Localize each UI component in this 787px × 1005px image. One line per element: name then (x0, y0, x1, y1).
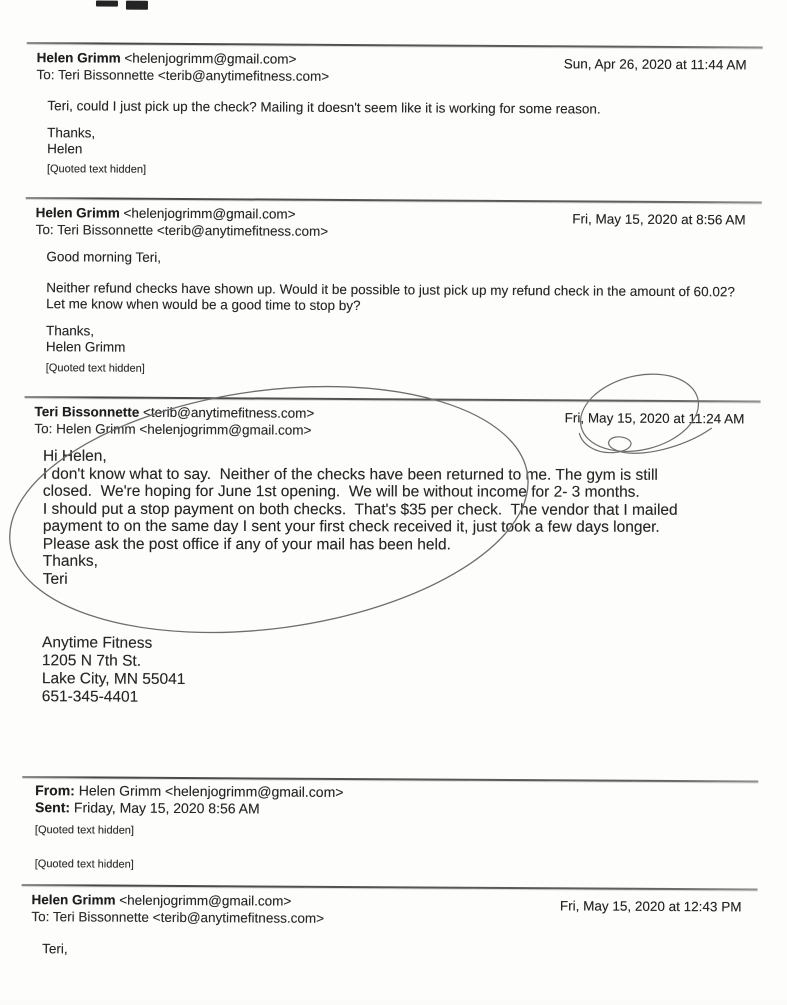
body-line: payment to on the same day I sent your first check received it, just took a few days longer. (42, 517, 660, 536)
to-line: To: Teri Bissonnette <terib@anytimefitness.com> (31, 909, 325, 926)
signoff-line: Helen (47, 141, 83, 157)
body-line: closed. We're hoping for June 1st opening. We will be without income for 2- 3 months. (42, 482, 640, 501)
body-line: Teri, (42, 941, 68, 957)
body-line: Let me know when would be a good time to stop by? (46, 296, 361, 314)
email-header (26, 199, 762, 242)
from-line (37, 49, 330, 68)
email-date: Sun, Apr 26, 2020 at 11:44 AM (563, 56, 747, 73)
quoted-text-note: [Quoted text hidden] (34, 824, 135, 837)
to-line: To: Teri Bissonnette <terib@anytimefitness.com> (35, 222, 329, 239)
email-header (26, 44, 762, 87)
to-line: To: Teri Bissonnette <terib@anytimefitness.com> (36, 67, 330, 84)
sent-value: Friday, May 15, 2020 8:56 AM (70, 799, 260, 817)
to-line: To: Helen Grimm <helenjogrimm@gmail.com> (34, 421, 312, 438)
reply-text (43, 448, 760, 589)
email-message-3 (23, 396, 761, 710)
signature-line: 651-345-4401 (41, 688, 139, 706)
body-line: Please ask the post office if any of your mail has been held. (42, 535, 451, 553)
quoted-text-note: [Quoted text hidden] (34, 858, 134, 871)
signoff-line: Thanks, (45, 323, 95, 339)
email-header (24, 398, 760, 441)
signature-line: Lake City, MN 55041 (41, 670, 186, 689)
from-value: Helen Grimm <helenjogrimm@gmail.com> (74, 782, 344, 800)
email-message-1 (26, 42, 763, 181)
forward-header-block (22, 776, 759, 877)
sender-email: <helenjogrimm@gmail.com> (119, 205, 296, 222)
from-line (34, 403, 314, 422)
quoted-text-note: [Quoted text hidden] (46, 163, 147, 176)
email-header (21, 886, 757, 929)
scan-artifact-mark (126, 1, 148, 10)
signoff-line: Thanks, (42, 552, 98, 570)
email-date: Fri, May 15, 2020 at 8:56 AM (572, 211, 746, 228)
sender-name: Helen Grimm (36, 50, 121, 66)
body-line: Hi Helen, (42, 447, 107, 465)
signoff-line: Teri (42, 570, 68, 588)
scan-artifact-mark (96, 0, 118, 6)
from-line (31, 891, 324, 910)
sender-name: Helen Grimm (31, 892, 116, 908)
email-date: Fri, May 15, 2020 at 11:24 AM (564, 410, 745, 427)
sender-email: <terib@anytimefitness.com> (139, 404, 315, 421)
from-line (36, 204, 329, 223)
body-line: I should put a stop payment on both checks. That's $35 per check. The vendor that I mailed (42, 500, 678, 519)
body-line: Neither refund checks have shown up. Would it be possible to just pick up my refund check in the amount of 60.02? (46, 280, 735, 300)
forward-sent-line (35, 799, 758, 820)
body-line: Teri, could I just pick up the check? Mailing it doesn't seem like it is working for some reason. (47, 98, 601, 117)
email-message-4 (21, 884, 757, 961)
sent-label: Sent: (35, 799, 71, 816)
sender-email: <helenjogrimm@gmail.com> (115, 892, 292, 909)
from-label: From: (35, 782, 75, 799)
signature-block (42, 634, 759, 710)
sender-name: Helen Grimm (35, 205, 120, 221)
signoff-line: Helen Grimm (45, 339, 126, 355)
email-message-2 (25, 197, 762, 380)
body-line: I don't know what to say. Neither of the checks have been returned to me. The gym is still (42, 465, 658, 484)
sender-email: <helenjogrimm@gmail.com> (120, 50, 297, 67)
body-line: Good morning Teri, (46, 249, 162, 265)
signoff-line: Thanks, (47, 125, 96, 141)
signature-line: Anytime Fitness (42, 634, 153, 652)
sender-name: Teri Bissonnette (34, 404, 140, 420)
quoted-text-note: [Quoted text hidden] (45, 362, 145, 375)
signature-line: 1205 N 7th St. (41, 652, 142, 670)
email-date: Fri, May 15, 2020 at 12:43 PM (559, 898, 742, 915)
